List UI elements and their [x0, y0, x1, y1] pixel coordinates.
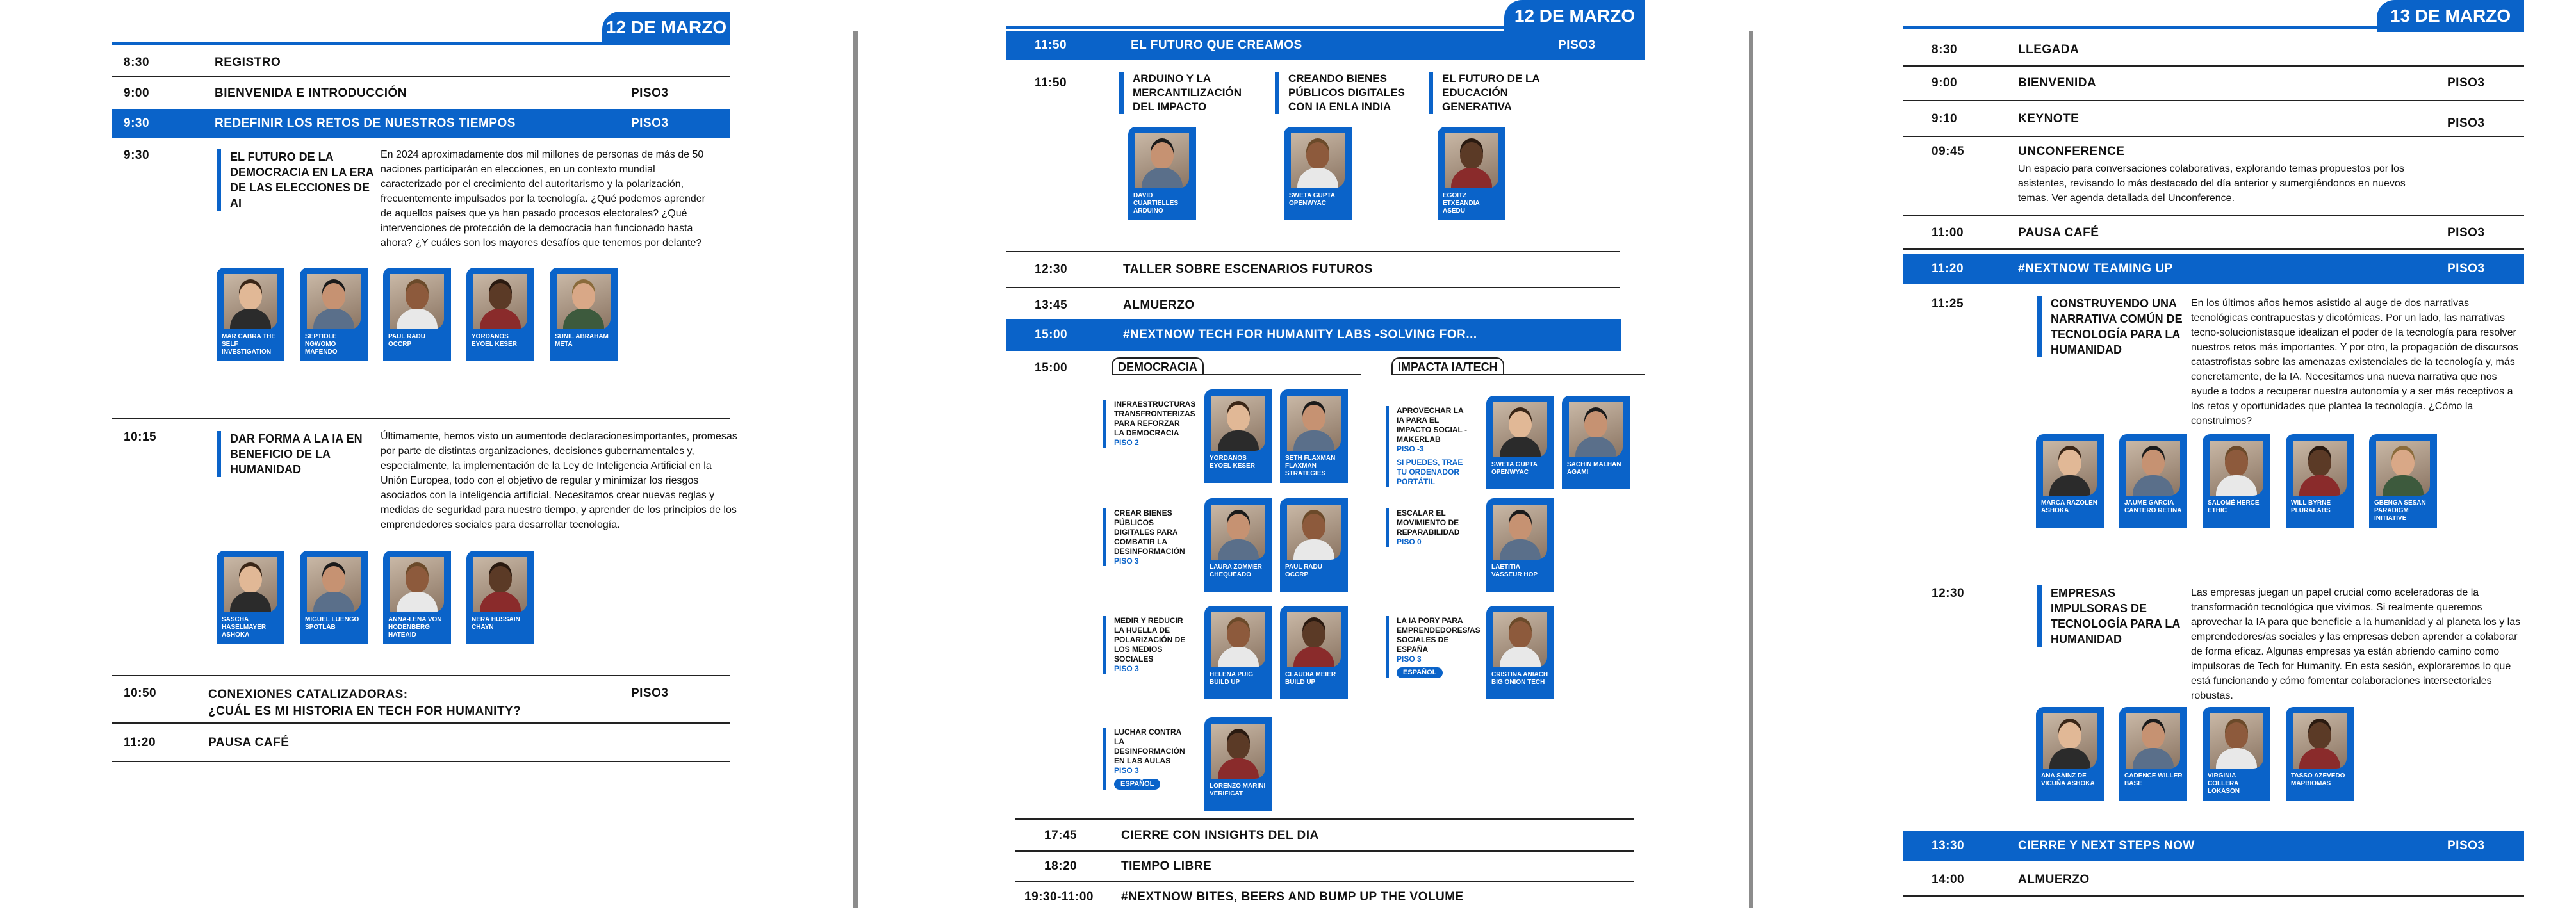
rule	[112, 76, 730, 77]
speaker-photo-body	[1575, 437, 1616, 457]
column-divider	[1749, 31, 1753, 908]
session-description: En los últimos años hemos asistido al auge de dos narrativas tecnológicas contrapuestas y dicotómicas. Por un lado, las narrativas tecno-solucionistasque idealizan el poder de la tecnología para resolver nuestros retos más importantes. Y por otro, la propagación de discursos catastrofistas sobre las amenazas existenciales de la tecnología y, más concretamente, de la IA. Necesitamos una nueva narrativa que nos ayude a todos a recuperar nuestra autonomía y a ser más receptivos a los retos y oportunidades que plantea la tecnología. ¿Cómo la construimos?	[2191, 298, 2518, 427]
speaker-card	[2286, 434, 2354, 528]
speaker-photo-body	[313, 309, 354, 329]
speaker-card	[466, 268, 534, 361]
speaker-photo	[2043, 713, 2097, 769]
speaker-photo	[307, 274, 361, 329]
speaker-card	[1204, 498, 1272, 592]
speaker-name: SALOMÉ HERCE ETHIC	[2208, 500, 2260, 514]
speaker-photo	[1493, 612, 1547, 667]
speaker-card	[1128, 127, 1196, 220]
speaker-photo-head	[2058, 722, 2081, 749]
lab-session-title: APROVECHAR LA IA PARA EL IMPACTO SOCIAL - MAKERLAB	[1397, 406, 1468, 444]
speaker-card	[1280, 606, 1348, 699]
speaker-card	[1284, 127, 1352, 220]
speaker-photo-body	[1500, 647, 1541, 667]
rule	[1903, 100, 2524, 101]
speaker-name: LORENZO MARINI VERIFICAT	[1210, 783, 1266, 797]
speaker-photo	[2126, 713, 2180, 769]
speaker-name: SASCHA HASELMAYER ASHOKA	[222, 616, 267, 638]
panel-title: ARDUINO Y LA MERCANTILIZACIÓN DEL IMPACTO	[1119, 72, 1254, 114]
speaker-name: SACHIN MALHAN AGAMI	[1567, 461, 1621, 476]
speaker-photo-head	[322, 283, 345, 310]
schedule-row: 9:00 BIENVENIDA PISO3	[1932, 76, 2485, 90]
speaker-name: HELENA PUIG BUILD UP	[1210, 671, 1253, 686]
lab-session	[1103, 508, 1190, 566]
column-divider	[853, 31, 858, 908]
rule	[1903, 895, 2524, 897]
speaker-photo-body	[2049, 475, 2090, 496]
speaker-photo-head	[2142, 722, 2165, 749]
speaker-card	[383, 268, 451, 361]
speaker-photo-body	[1500, 539, 1541, 560]
speaker-photo-body	[1142, 168, 1183, 188]
speaker-card	[2036, 434, 2104, 528]
speaker-card	[1486, 396, 1554, 489]
speaker-photo-head	[2308, 722, 2331, 749]
session-description: Últimamente, hemos visto un aumentode declaracionesimportantes, promesas por parte de distintas organizaciones, decisiones gubernamentales y, especialmente, la implementación de la Ley de Inteligencia Artificial en la Unión Europea, todo con el objetivo de regular y minimizar los riesgos asociados con la inteligencia artificial. Necesitamos crear nuevas reglas y medidas de seguridad para nuestro tiempo, y aprender de los principios de los emprendedores sociales para desarrollar tecnología.	[381, 431, 737, 530]
schedule-row: 12:30 TALLER SOBRE ESCENARIOS FUTUROS	[1035, 263, 1373, 276]
speaker-photo-body	[230, 592, 271, 612]
speaker-photo	[2126, 441, 2180, 496]
speaker-photo-head	[1306, 142, 1329, 169]
speaker-photo	[1569, 402, 1623, 457]
speaker-name: JAUME GARCIA CANTERO RETINA	[2124, 500, 2182, 514]
speaker-photo	[2376, 441, 2430, 496]
schedule-row: 11:20 PAUSA CAFÉ	[124, 736, 290, 749]
schedule-row-highlight: 11:50 EL FUTURO QUE CREAMOS PISO3	[1006, 31, 1645, 60]
speaker-photo-head	[1584, 411, 1607, 438]
speaker-photo	[1445, 133, 1498, 188]
lab-session-title: INFRAESTRUCTURAS TRANSFRONTERIZAS PARA REFORZAR LA DEMOCRACIA	[1114, 400, 1196, 437]
schedule-row: 18:20 TIEMPO LIBRE	[1044, 859, 1212, 873]
schedule-row: 11:00 PAUSA CAFÉ PISO3	[1932, 226, 2485, 240]
speaker-name: CRISTINA ANIACH BIG ONION TECH	[1491, 671, 1548, 686]
speaker-name: SETH FLAXMAN FLAXMAN STRATEGIES	[1285, 455, 1336, 477]
rule	[1006, 251, 1620, 252]
language-pill: ESPAÑOL	[1397, 667, 1443, 678]
speaker-photo	[390, 557, 444, 612]
speaker-name: TASSO AZEVEDO MAPBIOMAS	[2291, 772, 2345, 787]
rule	[112, 418, 730, 419]
schedule-row: 10:50 CONEXIONES CATALIZADORAS: ¿CUÁL ES MI HISTORIA EN TECH FOR HUMANITY? PISO3	[124, 687, 669, 718]
speaker-photo-head	[1302, 405, 1325, 432]
schedule-row: 8:30 REGISTRO	[124, 56, 281, 69]
speaker-card	[2369, 434, 2437, 528]
speaker-card	[2203, 707, 2270, 801]
panel-title: EL FUTURO DE LA EDUCACIÓN GENERATIVA	[1429, 72, 1563, 114]
speaker-name: WILL BYRNE PLURALABS	[2291, 500, 2331, 514]
track-tab-impacta: IMPACTA IA/TECH	[1391, 357, 1504, 375]
speaker-card	[2203, 434, 2270, 528]
speaker-photo	[2210, 441, 2263, 496]
speaker-photo	[1291, 133, 1345, 188]
speaker-photo	[1211, 724, 1265, 779]
speaker-photo-body	[2299, 475, 2340, 496]
speaker-photo	[224, 274, 277, 329]
speaker-card	[1562, 396, 1630, 489]
speaker-photo-head	[1227, 733, 1250, 760]
speaker-card	[2286, 707, 2354, 801]
lab-session-floor: PISO -3	[1397, 444, 1424, 453]
speaker-photo-head	[1302, 621, 1325, 648]
rule	[1112, 374, 1361, 375]
rule	[1903, 248, 2524, 250]
lab-session-floor: PISO 2	[1114, 438, 1139, 447]
speaker-photo-body	[1293, 430, 1334, 451]
speaker-photo-head	[1509, 411, 1532, 438]
speaker-card	[1486, 606, 1554, 699]
speaker-card	[2119, 434, 2187, 528]
speaker-card	[2036, 707, 2104, 801]
speaker-name: LAETITIA VASSEUR HOP	[1491, 564, 1538, 578]
speaker-photo-head	[1227, 514, 1250, 541]
speaker-card	[300, 551, 368, 644]
speaker-photo-body	[397, 592, 438, 612]
speaker-name: YORDANOS EYOEL KESER	[1210, 455, 1255, 469]
speaker-name: CADENCE WILLER BASE	[2124, 772, 2183, 787]
lab-session-floor: PISO 3	[1114, 557, 1139, 565]
track-tab-democracia: DEMOCRACIA	[1112, 357, 1204, 375]
schedule-row: 8:30 LLEGADA	[1932, 43, 2080, 56]
speaker-photo	[473, 557, 527, 612]
speaker-name: CLAUDIA MEIER BUILD UP	[1285, 671, 1336, 686]
speaker-photo-body	[2299, 748, 2340, 769]
lab-session	[1386, 508, 1472, 547]
speaker-photo	[2293, 713, 2347, 769]
speaker-photo-head	[239, 566, 262, 593]
lab-session	[1386, 406, 1472, 487]
speaker-card	[550, 268, 618, 361]
session-description: Las empresas juegan un papel crucial como aceleradoras de la transformación tecnológica que vivimos. Si realmente queremos aprovechar la IA para que beneficie a la humanidad y al planeta los y las emprendedores/as sociales y las empresas deben aprender a colaborar de forma eficaz. Algunas empresas ya están abriendo camino como impulsoras de Tech for Humanity. En esta sesión, exploraremos lo que está funcionando y cómo fomentar colaboraciones intersectoriales robustas.	[2191, 587, 2521, 701]
schedule-row: 9:10 KEYNOTE PISO3	[1932, 112, 2485, 130]
schedule-row: 13:45 ALMUERZO	[1035, 298, 1195, 312]
speaker-card	[1204, 717, 1272, 811]
speaker-photo-head	[2225, 722, 2248, 749]
session-title: CONSTRUYENDO UNA NARRATIVA COMÚN DE TECNOLOGÍA PARA LA HUMANIDAD	[2037, 296, 2185, 357]
lab-session	[1103, 728, 1190, 790]
speaker-photo-body	[2383, 475, 2424, 496]
speaker-photo-body	[1218, 647, 1259, 667]
day1-date-tab: 12 DE MARZO	[602, 12, 730, 44]
speaker-photo-head	[239, 283, 262, 310]
speaker-photo-head	[406, 283, 429, 310]
speaker-photo	[2210, 713, 2263, 769]
speaker-photo	[1211, 505, 1265, 560]
speaker-photo-head	[1151, 142, 1174, 169]
speaker-card	[217, 551, 284, 644]
speaker-photo-head	[2225, 450, 2248, 476]
speaker-photo-head	[2308, 450, 2331, 476]
schedule-row: 14:00 ALMUERZO	[1932, 873, 2090, 886]
rule	[112, 761, 730, 762]
lab-session-title: MEDIR Y REDUCIR LA HUELLA DE POLARIZACIÓN DE LOS MEDIOS SOCIALES	[1114, 616, 1186, 663]
speaker-photo-head	[1302, 514, 1325, 541]
speaker-photo-head	[489, 283, 512, 310]
rule	[1015, 850, 1634, 852]
speaker-photo-body	[397, 309, 438, 329]
day2-date-tab: 12 DE MARZO	[1504, 0, 1645, 32]
schedule-row-highlight: 15:00 #NEXTNOW TECH FOR HUMANITY LABS -SOLVING FOR...	[1006, 319, 1621, 351]
speaker-photo-body	[2049, 748, 2090, 769]
speaker-photo-head	[1509, 621, 1532, 648]
lab-session	[1103, 616, 1190, 674]
speaker-card	[1438, 127, 1505, 220]
speaker-photo-body	[1293, 539, 1334, 560]
speaker-name: PAUL RADU OCCRP	[1285, 564, 1322, 578]
rule	[1903, 26, 2524, 29]
speaker-photo-head	[406, 566, 429, 593]
speaker-photo-body	[1218, 539, 1259, 560]
speaker-photo-body	[480, 309, 521, 329]
schedule-row: 17:45 CIERRE CON INSIGHTS DEL DIA	[1044, 829, 1319, 842]
speaker-card	[1204, 606, 1272, 699]
rule	[1391, 374, 1645, 375]
rule	[1015, 818, 1634, 820]
speaker-name: MAR CABRA THE SELF INVESTIGATION	[222, 333, 276, 355]
speaker-photo-body	[1297, 168, 1338, 188]
speaker-photo	[1287, 505, 1341, 560]
speaker-photo-head	[322, 566, 345, 593]
speaker-card	[217, 268, 284, 361]
speaker-name: PAUL RADU OCCRP	[388, 333, 425, 348]
lab-session-floor: PISO 3	[1114, 766, 1139, 775]
rule	[1903, 65, 2524, 67]
speaker-photo-body	[2216, 748, 2257, 769]
speaker-card	[383, 551, 451, 644]
speaker-name: ANA SÁINZ DE VICUÑA ASHOKA	[2041, 772, 2095, 787]
speaker-name: VIRGINIA COLLERA LOKASON	[2208, 772, 2240, 795]
session-title: UNCONFERENCE	[2018, 145, 2125, 158]
speaker-photo-body	[1293, 647, 1334, 667]
schedule-row: 19:30-11:00 #NEXTNOW BITES, BEERS AND BUMP UP THE VOLUME	[1024, 890, 1464, 904]
speaker-photo	[557, 274, 611, 329]
panel-title: CREANDO BIENES PÚBLICOS DIGITALES CON IA ENLA INDIA	[1275, 72, 1409, 114]
lab-session-floor: PISO 3	[1397, 655, 1422, 663]
speaker-photo-body	[1451, 168, 1492, 188]
speaker-photo	[307, 557, 361, 612]
lab-session-title: CREAR BIENES PÚBLICOS DIGITALES PARA COMBATIR LA DESINFORMACIÓN	[1114, 508, 1185, 556]
speaker-photo	[1493, 505, 1547, 560]
speaker-name: LAURA ZOMMER CHEQUEADO	[1210, 564, 1262, 578]
rule	[1903, 215, 2524, 216]
speaker-name: GBENGA SESAN PARADIGM INITIATIVE	[2374, 500, 2426, 522]
speaker-photo	[1135, 133, 1189, 188]
speaker-name: SWETA GUPTA OPENWYAC	[1289, 192, 1335, 207]
speaker-photo	[473, 274, 527, 329]
rule	[1903, 136, 2524, 137]
speaker-photo-body	[230, 309, 271, 329]
speaker-name: ANNA-LENA VON HODENBERG HATEAID	[388, 616, 442, 638]
rule	[1015, 881, 1634, 882]
lab-session-title: ESCALAR EL MOVIMIENTO DE REPARABILIDAD	[1397, 508, 1460, 537]
speaker-photo-body	[563, 309, 604, 329]
speaker-name: DAVID CUARTIELLES ARDUINO	[1133, 192, 1178, 215]
session-description: En 2024 aproximadamente dos mil millones de personas de más de 50 naciones participarán en elecciones, en un contexto mundial caracterizado por el crecimiento del autoritarismo y la polarización, frecuentemente impulsados por la tecnología. ¿Qué podemos aprender de aquellos países que ya han pasado procesos electorales? ¿Qué intervenciones de protección de la democracia han funcionado hasta ahora? ¿Y cuáles son los mayores desafíos que tenemos por delante?	[381, 149, 705, 248]
speaker-photo-body	[313, 592, 354, 612]
speaker-photo	[390, 274, 444, 329]
speaker-name: MIGUEL LUENGO SPOTLAB	[305, 616, 359, 631]
schedule-row-highlight: 9:30 REDEFINIR LOS RETOS DE NUESTROS TIEMPOS PISO3	[112, 109, 730, 138]
speaker-photo-body	[1500, 437, 1541, 457]
lab-session-floor: PISO 3	[1114, 664, 1139, 673]
lab-session-title: LUCHAR CONTRA LA DESINFORMACIÓN EN LAS AULAS	[1114, 728, 1185, 765]
speaker-photo-body	[2133, 748, 2174, 769]
speaker-photo-body	[480, 592, 521, 612]
rule	[112, 42, 730, 45]
schedule-row-highlight: 11:20 #NEXTNOW TEAMING UP PISO3	[1903, 254, 2524, 284]
speaker-name: SEPTIOLE NGWOMO MAFENDO	[305, 333, 338, 355]
lab-session	[1386, 616, 1481, 678]
speaker-photo-head	[572, 283, 595, 310]
speaker-photo	[1287, 396, 1341, 451]
rule	[112, 722, 730, 724]
speaker-card	[466, 551, 534, 644]
speaker-photo-body	[2216, 475, 2257, 496]
day3-date-tab: 13 DE MARZO	[2377, 0, 2524, 32]
session-title: EL FUTURO DE LA DEMOCRACIA EN LA ERA DE LAS ELECCIONES DE AI	[217, 149, 377, 211]
speaker-card	[1280, 389, 1348, 483]
speaker-photo-head	[1227, 621, 1250, 648]
speaker-photo-body	[1218, 430, 1259, 451]
speaker-photo-head	[2391, 450, 2415, 476]
speaker-name: SUNIL ABRAHAM META	[555, 333, 609, 348]
speaker-photo	[1287, 612, 1341, 667]
speaker-photo	[1211, 396, 1265, 451]
lab-session-title: LA IA PORY PARA EMPRENDEDORES/AS SOCIALES DE ESPAÑA	[1397, 616, 1481, 654]
session-title: DAR FORMA A LA IA EN BENEFICIO DE LA HUMANIDAD	[217, 431, 370, 477]
rule	[1006, 26, 1645, 29]
speaker-photo-head	[489, 566, 512, 593]
speaker-name: EGOITZ ETXEANDIA ASEDU	[1443, 192, 1480, 215]
speaker-photo	[2043, 441, 2097, 496]
session-title: EMPRESAS IMPULSORAS DE TECNOLOGÍA PARA LA HUMANIDAD	[2037, 585, 2185, 647]
rule	[112, 675, 730, 676]
lab-session-note: SI PUEDES, TRAE TU ORDENADOR PORTÁTIL	[1397, 458, 1463, 486]
speaker-photo-head	[2142, 450, 2165, 476]
speaker-photo-head	[1227, 405, 1250, 432]
speaker-photo	[224, 557, 277, 612]
session-description: Un espacio para conversaciones colaborativas, explorando temas propuestos por los asistentes, revisando lo más destacado del día anterior y sumergiéndonos en nuevos temas. Ver agenda detallada del Unconference.	[2018, 163, 2406, 204]
speaker-name: YORDANOS EYOEL KESER	[472, 333, 517, 348]
speaker-photo	[1493, 402, 1547, 457]
speaker-card	[300, 268, 368, 361]
speaker-name: SWETA GUPTA OPENWYAC	[1491, 461, 1538, 476]
lab-session	[1103, 400, 1196, 448]
speaker-card	[1486, 498, 1554, 592]
speaker-photo-head	[1460, 142, 1483, 169]
schedule-row-highlight: 13:30 CIERRE Y NEXT STEPS NOW PISO3	[1903, 831, 2524, 861]
speaker-photo-body	[2133, 475, 2174, 496]
speaker-photo	[1211, 612, 1265, 667]
speaker-name: MARCA RAZOLEN ASHOKA	[2041, 500, 2097, 514]
speaker-photo-body	[1218, 758, 1259, 779]
rule	[1006, 287, 1620, 288]
speaker-photo-head	[1509, 514, 1532, 541]
lab-session-floor: PISO 0	[1397, 537, 1422, 546]
schedule-row: 9:00 BIENVENIDA E INTRODUCCIÓN PISO3	[124, 86, 669, 100]
speaker-name: NERA HUSSAIN CHAYN	[472, 616, 520, 631]
language-pill: ESPAÑOL	[1114, 779, 1160, 790]
speaker-card	[1280, 498, 1348, 592]
speaker-card	[2119, 707, 2187, 801]
speaker-photo	[2293, 441, 2347, 496]
speaker-card	[1204, 389, 1272, 483]
speaker-photo-head	[2058, 450, 2081, 476]
